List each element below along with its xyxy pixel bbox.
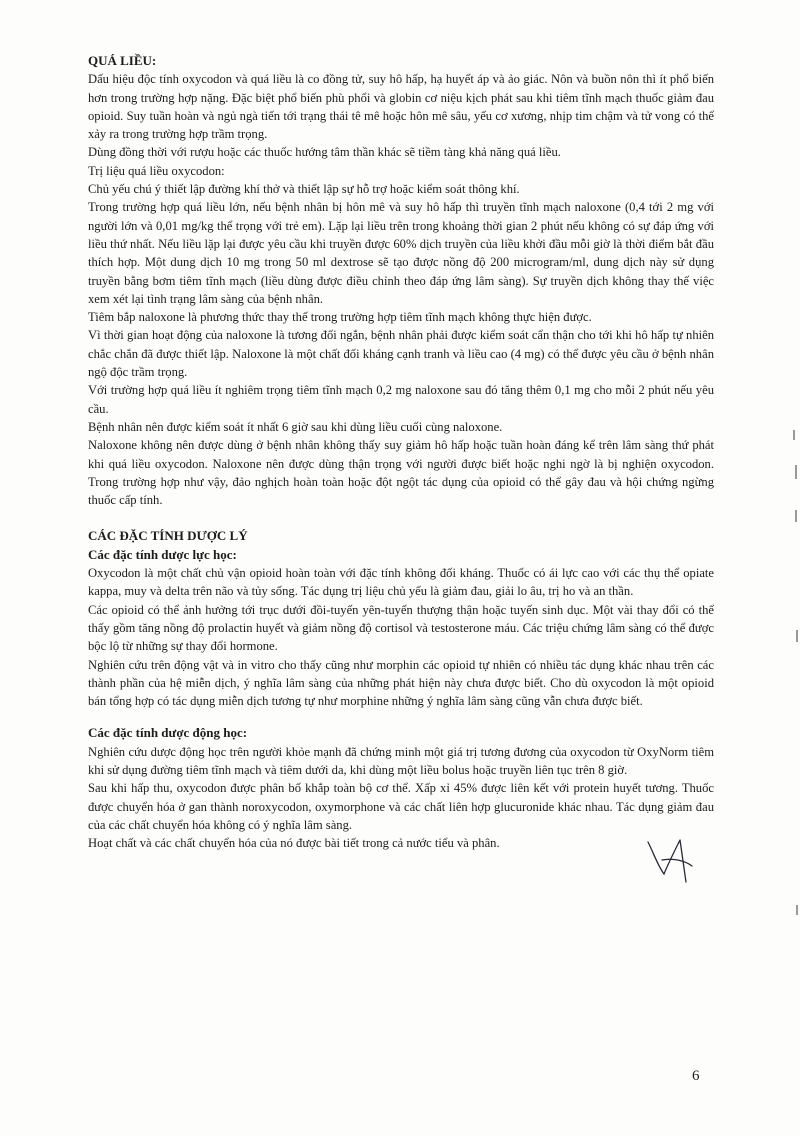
scan-artifact: [795, 465, 797, 479]
handwritten-initial: [640, 830, 700, 890]
pharmacokinetics-paragraph: Sau khi hấp thu, oxycodon được phân bố khắp toàn bộ cơ thể. Xấp xỉ 45% được liên kết với protein huyết tương. Thuốc được chuyển hóa ở gan thành noroxycodon, oxymorphone và các chất liên hợp glucuronide khác nhau. Tác dụng giảm đau của các chất chuyển hóa không có ý nghĩa lâm sàng.: [88, 781, 714, 832]
page-number: 6: [692, 1068, 700, 1084]
overdose-paragraph: Với trường hợp quá liều ít nghiêm trọng tiêm tĩnh mạch 0,2 mg naloxone sau đó tăng thêm 0,1 mg cho mỗi 2 phút nếu yêu cầu.: [88, 383, 714, 416]
overdose-paragraph: Trong trường hợp quá liều lớn, nếu bệnh nhân bị hôn mê và suy hô hấp thì truyền tĩnh mạch naloxone (0,4 tới 2 mg với người lớn và 0,01 mg/kg thể trọng với trẻ em). Lặp lại liều trên trong khoảng thời gian 2 phút nếu không có sự đáp ứng với liều thứ nhất. Nếu liều lặp lại được yêu cầu khi truyền được 60% dịch truyền của liều khởi đầu mỗi giờ là thời điểm bắt đầu thích hợp. Một dung dịch 10 mg trong 50 ml dextrose sẽ tạo được nồng độ 200 microgram/ml, dung dịch này sử dụng truyền bằng bơm tiêm tĩnh mạch (liều dùng được điều chỉnh theo đáp ứng lâm sàng). Sự truyền dịch không thay thế việc xem xét lại tình trạng lâm sàng của bệnh nhân.: [88, 200, 714, 306]
overdose-paragraph: Naloxone không nên được dùng ở bệnh nhân không thấy suy giảm hô hấp hoặc tuần hoàn đáng kể trên lâm sàng thứ phát khi quá liều oxycodon. Naloxone nên được dùng thận trọng với người được biết hoặc nghi ngờ là bị nghiện oxycodon. Trong trường hợp như vậy, đảo nghịch hoàn toàn hoặc đột ngột tác dụng của opioid có thể gây đau và hội chứng ngừng thuốc cấp tính.: [88, 438, 714, 508]
pharmacology-heading: CÁC ĐẶC TÍNH DƯỢC LÝ: [88, 528, 248, 544]
overdose-paragraph: Dùng đồng thời với rượu hoặc các thuốc hướng tâm thần khác sẽ tiềm tàng khả năng quá liều.: [88, 145, 561, 160]
overdose-heading: QUÁ LIỀU:: [88, 53, 157, 68]
pharmacodynamics-paragraph: Nghiên cứu trên động vật và in vitro cho thấy cũng như morphin các opioid tự nhiên có nhiều tác dụng khác nhau trên các thành phần của hệ miễn dịch, ý nghĩa lâm sàng của những phát hiện này chưa được biết. Cho dù oxycodon là một opioid bán tổng hợp có tác dụng miễn dịch tương tự như morphine những ý nghĩa lâm sàng cũng vẫn chưa được biết.: [88, 657, 714, 709]
pharmacokinetics-paragraph: Nghiên cứu dược động học trên người khỏe mạnh đã chứng minh một giá trị tương đương của oxycodon từ OxyNorm tiêm khi sử dụng đường tiêm tĩnh mạch và tiêm dưới da, khi dùng một liều bolus hoặc truyền liên tục trên 8 giờ.: [88, 744, 714, 777]
overdose-paragraph: Bệnh nhân nên được kiểm soát ít nhất 6 giờ sau khi dùng liều cuối cùng naloxone.: [88, 419, 503, 434]
pharmacokinetics-paragraph: Hoạt chất và các chất chuyển hóa của nó được bài tiết trong cả nước tiểu và phân.: [88, 836, 500, 851]
scan-artifact: [793, 430, 795, 440]
overdose-paragraph: Dấu hiệu độc tính oxycodon và quá liều là co đồng tử, suy hô hấp, hạ huyết áp và ảo giác. Nôn và buồn nôn thì ít phổ biến hơn trong trường hợp nặng. Đặc biệt phổ biến phù phổi và globin cơ niệu kịch phát sau khi tiêm tĩnh mạch thuốc giảm đau opioid. Suy tuần hoàn và ngủ ngà tiến tới trạng thái tê mê hoặc hôn mê sâu, yếu cơ xương, nhịp tim chậm và tử vong có thể xảy ra trong trường hợp trầm trọng.: [88, 72, 714, 142]
overdose-paragraph: Vì thời gian hoạt động của naloxone là tương đối ngắn, bệnh nhân phải được kiểm soát cẩn thận cho tới khi hô hấp tự nhiên chắc chắn đã được thiết lập. Naloxone là một chất đối kháng cạnh tranh và liều cao (4 mg) có thể được yêu cầu ở bệnh nhân ngộ độc trầm trọng.: [88, 328, 714, 380]
pharmacokinetics-heading: Các đặc tính dược động học:: [88, 725, 248, 741]
overdose-paragraph: Chủ yếu chú ý thiết lập đường khí thở và thiết lập sự hỗ trợ hoặc kiểm soát thông khí.: [88, 182, 520, 197]
pharmacodynamics-paragraph: Oxycodon là một chất chủ vận opioid hoàn toàn với đặc tính không đối kháng. Thuốc có ái lực cao với các thụ thể opiate kappa, muy và delta trên não và tủy sống. Tác dụng trị liệu chủ yếu là giảm đau, giải lo âu, trị ho và an thần.: [88, 566, 714, 599]
scan-artifact: [795, 510, 797, 522]
scan-artifact: [796, 905, 798, 915]
page-content: [88, 52, 714, 852]
overdose-paragraph: Trị liệu quá liều oxycodon:: [88, 163, 225, 178]
overdose-paragraph: Tiêm bắp naloxone là phương thức thay thế trong trường hợp tiêm tĩnh mạch không thực hiện được.: [88, 310, 592, 325]
pharmacodynamics-heading: Các đặc tính dược lực học:: [88, 546, 237, 562]
scan-artifact: [796, 630, 798, 642]
pharmacodynamics-paragraph: Các opioid có thể ảnh hưởng tới trục dưới đồi-tuyến yên-tuyến thượng thận hoặc tuyến sinh dục. Một vài thay đổi có thể thấy gồm tăng nồng độ prolactin huyết và giảm nồng độ cortisol và testosterone máu. Các triệu chứng lâm sàng có thể được bộc lộ từ những sự thay đổi hormone.: [88, 602, 714, 654]
